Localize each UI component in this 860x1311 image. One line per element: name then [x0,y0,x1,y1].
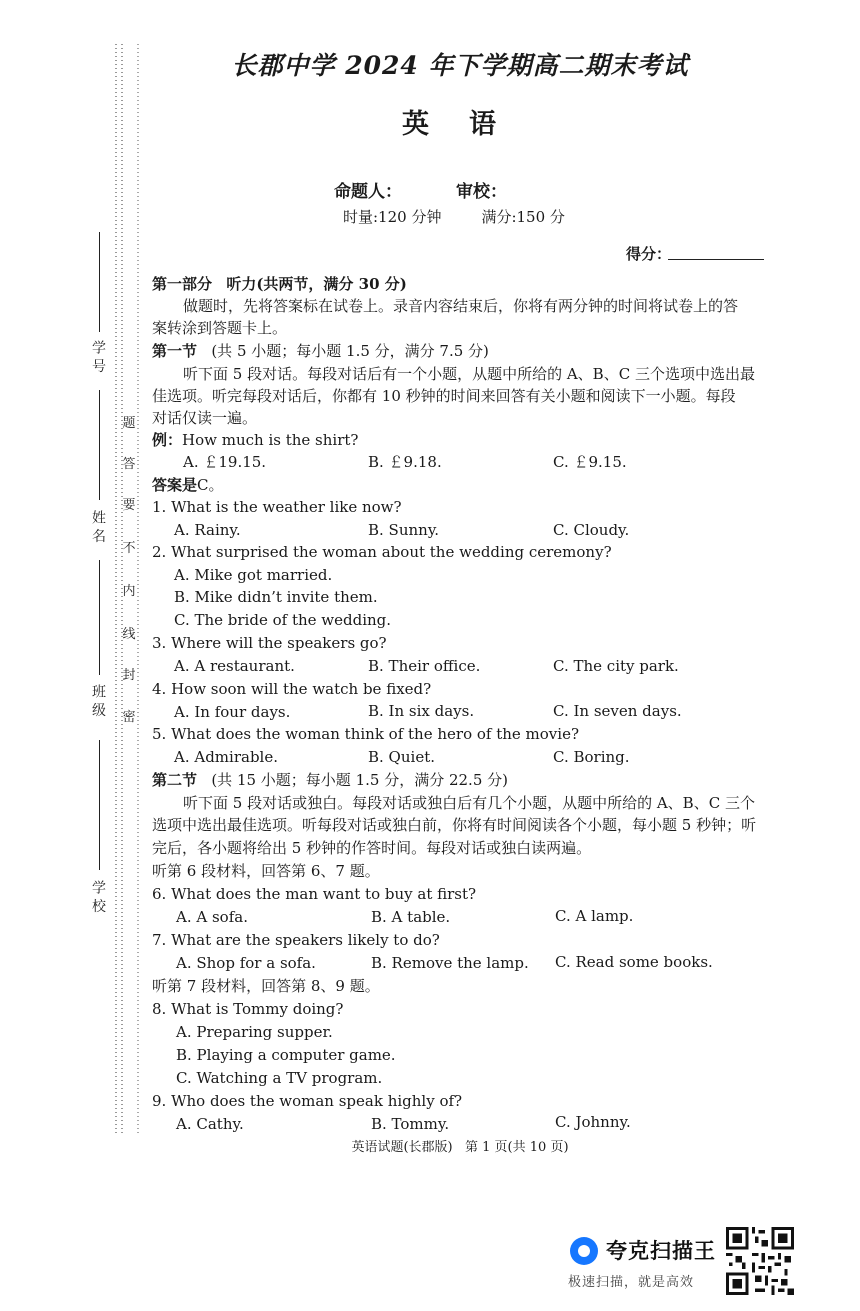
q9-option-b: B. Tommy. [371,1115,450,1133]
part1-instructions-1: 做题时，先将答案标在试卷上。录音内容结束后，你将有两分钟的时间将试卷上的答 [183,297,739,315]
seal-char-3: 要 [122,498,136,513]
answer-value: C。 [197,476,224,494]
section2-info: (共 15 小题；每小题 1.5 分，满分 22.5 分) [211,771,508,789]
q3-option-c: C. The city park. [553,657,679,675]
q6-option-b: B. A table. [371,908,451,926]
question-8: 8. What is Tommy doing? [152,1000,344,1018]
setter-label: 命题人： [334,182,402,202]
school-blank[interactable] [99,740,100,870]
q8-option-a: A. Preparing supper. [176,1023,333,1041]
subject-title: 英语 [402,109,536,140]
question-3: 3. Where will the speakers go? [152,634,387,652]
q6-option-a: A. A sofa. [176,908,248,926]
student-id-blank[interactable] [99,232,100,332]
q4-option-a: A. In four days. [174,703,291,721]
section2-instructions-3: 完后，各小题将给出 5 秒钟的作答时间。每段对话或独白读两遍。 [152,839,592,857]
full-marks: 满分:150 分 [481,208,565,226]
q1-option-b: B. Sunny. [368,521,440,539]
q2-option-a: A. Mike got married. [174,566,333,584]
question-7: 7. What are the speakers likely to do? [152,931,440,949]
exam-title: 长郡中学 2024 年下学期高二期末考试 [231,51,689,80]
q6-option-c: C. A lamp. [555,907,634,925]
example-option-a: A. ￡19.15. [183,453,267,471]
section1-heading [152,341,489,361]
q2-option-c: C. The bride of the wedding. [174,611,392,629]
score-label: 得分： [626,245,672,263]
seal-char-8: 密 [122,710,136,725]
q8-option-b: B. Playing a computer game. [176,1046,396,1064]
section1-title: 第一节 [152,342,198,360]
example-option-b: B. ￡9.18. [368,453,442,471]
part1-title-rest: 听力(共两节，满分 30 分) [226,275,407,293]
q1-option-c: C. Cloudy. [553,521,630,539]
q4-option-b: B. In six days. [368,702,475,720]
question-1: 1. What is the weather like now? [152,498,402,516]
section2-instructions-2: 选项中选出最佳选项。听每段对话或独白前，你将有时间阅读各个小题，每小题 5 秒钟；听 [152,816,757,834]
part1-heading [152,274,407,294]
margin-field-class: 班 级 [90,684,106,717]
answer-label: 答案是 [152,476,198,494]
q5-option-a: A. Admirable. [174,748,278,766]
question-6: 6. What does the man want to buy at first? [152,885,477,903]
question-2: 2. What surprised the woman about the wedding ceremony? [152,543,612,561]
exam-time-info [343,206,565,227]
material-6-note: 听第 6 段材料，回答第 6、7 题。 [152,862,380,880]
q9-option-c: C. Johnny. [555,1113,631,1131]
q1-option-a: A. Rainy. [174,521,241,539]
setter-reviewer-line [334,177,507,202]
q4-option-c: C. In seven days. [553,702,682,720]
seal-char-6: 线 [122,627,136,642]
example-answer [152,475,224,495]
q5-option-c: C. Boring. [553,748,630,766]
watermark-slogan: 极速扫描，就是高效 [568,1275,695,1290]
watermark-app-name: 夸克扫描王 [606,1239,716,1263]
q3-option-b: B. Their office. [368,657,481,675]
section1-instructions-2: 佳选项。听完每段对话后，你都有 10 秒钟的时间来回答有关小题和阅读下一小题。每段 [152,387,736,405]
q5-option-b: B. Quiet. [368,748,435,766]
page-footer: 英语试题(长郡版) 第 1 页(共 10 页) [351,1140,569,1155]
scanner-watermark [566,1227,796,1297]
example-question [152,430,358,450]
question-5: 5. What does the woman think of the hero of the movie? [152,725,579,743]
seal-char-5: 内 [122,584,136,599]
quark-logo-icon [570,1237,598,1265]
part1-title: 第一部分 [152,275,213,293]
seal-char-2: 答 [122,457,136,472]
q7-option-b: B. Remove the lamp. [371,954,529,972]
section1-instructions-3: 对话仅读一遍。 [152,409,258,427]
section2-title: 第二节 [152,771,198,789]
section1-instructions-1: 听下面 5 段对话。每段对话后有一个小题，从题中所给的 A、B、C 三个选项中选出最 [183,365,755,383]
q3-option-a: A. A restaurant. [174,657,295,675]
material-7-note: 听第 7 段材料，回答第 8、9 题。 [152,977,380,995]
question-4: 4. How soon will the watch be fixed? [152,680,432,698]
example-option-c: C. ￡9.15. [553,453,627,471]
seal-char-1: 题 [122,416,136,431]
margin-field-student-id: 学 号 [90,340,106,373]
example-question-text: How much is the shirt? [182,431,359,449]
section2-heading [152,770,508,790]
q2-option-b: B. Mike didn’t invite them. [174,588,378,606]
time-limit: 时量:120 分钟 [343,208,442,226]
q7-option-a: A. Shop for a sofa. [176,954,316,972]
question-9: 9. Who does the woman speak highly of? [152,1092,463,1110]
section1-info: (共 5 小题；每小题 1.5 分，满分 7.5 分) [211,342,489,360]
part1-instructions-2: 案转涂到答题卡上。 [152,319,288,337]
q8-option-c: C. Watching a TV program. [176,1069,383,1087]
seal-char-4: 不 [122,541,136,556]
score-blank[interactable] [668,259,764,260]
qr-code-icon [726,1227,794,1295]
class-blank[interactable] [99,560,100,675]
q9-option-a: A. Cathy. [176,1115,244,1133]
example-label: 例： [152,431,183,449]
name-blank[interactable] [99,390,100,500]
q7-option-c: C. Read some books. [555,953,713,971]
reviewer-label: 审校： [456,182,507,202]
seal-char-7: 封 [122,668,136,683]
margin-field-school: 学 校 [90,880,106,913]
margin-field-name: 姓 名 [90,510,106,543]
section2-instructions-1: 听下面 5 段对话或独白。每段对话或独白后有几个小题，从题中所给的 A、B、C 三个 [183,794,755,812]
